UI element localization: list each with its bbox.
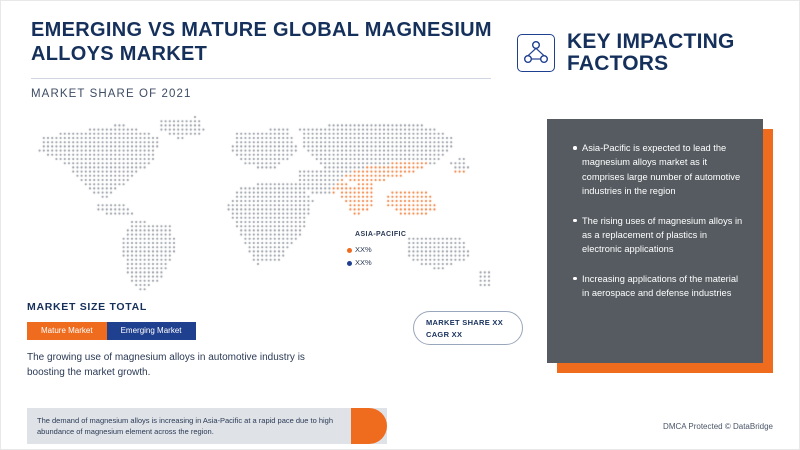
map-region-label: ASIA-PACIFIC [355, 231, 407, 238]
world-map-canvas [25, 113, 505, 303]
left-note-text: The growing use of magnesium alloys in automotive industry is boosting the market growth. [27, 352, 305, 378]
network-nodes-icon [517, 34, 555, 72]
callout-accent-shape [351, 408, 387, 444]
page-title: EMERGING VS MATURE GLOBAL MAGNESIUM ALLOYS MARKET [31, 19, 492, 65]
list-item: The rising uses of magnesium alloys in as a replacement of plastics in electronic applications [573, 214, 747, 257]
list-item: Asia-Pacific is expected to lead the magnesium alloys market as it comprises large number of automotive industries in the region [573, 141, 747, 199]
blue-dot-icon [347, 261, 352, 266]
legend-item-emerging: Emerging Market [107, 322, 196, 340]
market-share-line1: MARKET SHARE XX [426, 318, 504, 327]
legend-title: MARKET SIZE TOTAL [27, 301, 148, 313]
market-share-badge [413, 311, 523, 345]
title-block [31, 19, 501, 100]
footer-copyright: DMCA Protected © DataBridge [663, 422, 773, 431]
market-share-line2: CAGR XX [426, 330, 463, 339]
key-factors-list [561, 141, 747, 301]
map-value-emerging [347, 258, 372, 267]
world-map [25, 113, 505, 303]
list-item: Increasing applications of the material in aerospace and defense industries [573, 272, 747, 301]
bottom-callout [27, 408, 387, 444]
key-factors-header [517, 31, 799, 75]
bottom-callout-text: The demand of magnesium alloys is increasing in Asia-Pacific at a rapid pace due to high abundance of magnesium element across the region. [37, 416, 333, 437]
map-value-mature [347, 245, 372, 254]
map-value-emerging-label: XX% [355, 258, 372, 267]
map-value-mature-label: XX% [355, 245, 372, 254]
legend [27, 322, 196, 340]
key-factors-card [547, 119, 763, 363]
legend-item-mature: Mature Market [27, 322, 107, 340]
key-factors-title: KEY IMPACTING FACTORS [567, 30, 735, 76]
orange-dot-icon [347, 248, 352, 253]
page-subtitle: MARKET SHARE OF 2021 [31, 88, 192, 101]
title-divider [31, 78, 491, 79]
